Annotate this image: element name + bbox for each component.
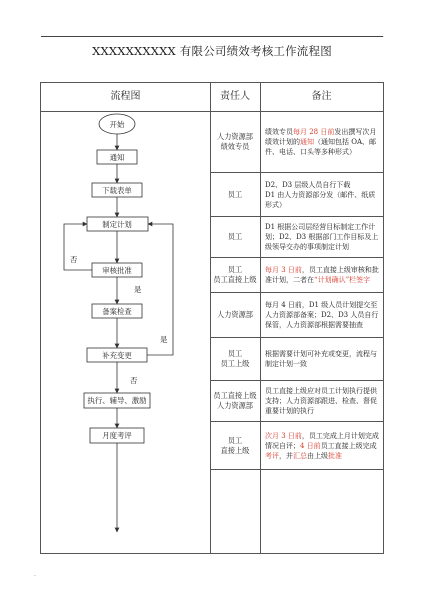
remark-text: ，员工直接上级审核和批准计划，二者在 — [265, 266, 379, 284]
responsible-cell: 员工 员工上级 — [220, 349, 250, 368]
responsible-cell: 员工直接上级 人力资源部 — [213, 391, 257, 410]
remark-text: D2、D3 层级人员自行下载 D1 由人力资源部分发（邮件、纸质形式） — [265, 180, 376, 209]
branch-label-yes: 是 — [134, 285, 142, 294]
remark-highlight: 每月 3 日前 — [265, 266, 302, 274]
responsible-cell: 人力资源部 — [217, 310, 253, 319]
step-label: 通知 — [109, 153, 125, 162]
step-label: 备案检查 — [102, 307, 132, 316]
remark-highlight: “计划确认”栏签字 — [314, 276, 371, 284]
remark-text: 员工直接上级应对员工计划执行提供支持；人力资源部跟进、检查、督促重要计划的执行 — [265, 387, 377, 415]
step-label: 月度考评 — [102, 431, 132, 440]
step-label: 执行、辅导、激励 — [87, 396, 147, 405]
remark-text: （通知包括 OA、邮件、电话、口头等多种形式） — [265, 138, 377, 156]
remark-highlight: 考评 — [265, 451, 279, 460]
footer-mark: . — [34, 571, 36, 578]
header-mark: . — [383, 33, 385, 39]
step-label: 制定计划 — [102, 220, 132, 229]
remark-text: 发出撰写次月绩效计划的 — [265, 128, 377, 146]
remark-text: 根据需要计划可补充或变更，流程与制定计划一致 — [265, 350, 377, 368]
page-title: XXXXXXXXXX 有限公司绩效考核工作流程图 — [92, 44, 332, 58]
remark-text: D1 根据公司层经营目标制定工作计划；D2、D3 根据部门工作目标及上级领导交办的事项制定计划 — [265, 223, 379, 251]
step-label: 补充变更 — [102, 351, 132, 360]
remark-highlight: 通知 — [300, 138, 314, 146]
responsible-cell: 员工 — [227, 232, 243, 241]
remark-highlight: 4 日前 — [300, 441, 321, 450]
step-label: 下载表单 — [102, 186, 132, 195]
start-label: 开始 — [109, 120, 125, 129]
remark-text: 每月 4 日前，D1 级人员计划提交至人力资源部备案；D2、D3 人员自行保管，人力资源部根据需要抽查 — [265, 301, 379, 329]
branch-label-yes: 是 — [160, 335, 168, 344]
remark-text: 由上级 — [307, 451, 328, 460]
remark-text: 绩效专员 — [265, 128, 293, 136]
header-remarks: 备注 — [311, 91, 332, 102]
branch-label-no: 否 — [70, 255, 78, 264]
remark-highlight: 次月 3 日前 — [265, 431, 302, 440]
responsible-cell: 员工 — [227, 189, 243, 199]
responsible-cell: 员工 直接上级 — [220, 435, 250, 455]
remark-highlight: 批准 — [328, 451, 342, 460]
step-label: 审核批准 — [102, 266, 132, 275]
header-flow: 流程图 — [110, 91, 141, 102]
remark-text: ，员工完成上月计划完成情况自评； — [265, 431, 379, 450]
remark-text: 员工直接上级完成 — [320, 441, 377, 450]
responsible-cell: 人力资源部 绩效专员 — [217, 132, 253, 151]
header-responsible: 责任人 — [220, 91, 250, 102]
remark-text: ，并 — [279, 451, 293, 460]
branch-label-no: 否 — [130, 376, 138, 385]
remark-highlight: 每月 28 日前 — [293, 128, 335, 136]
responsible-cell: 员工 员工直接上级 — [213, 265, 257, 284]
remark-highlight: 汇总 — [293, 451, 307, 460]
